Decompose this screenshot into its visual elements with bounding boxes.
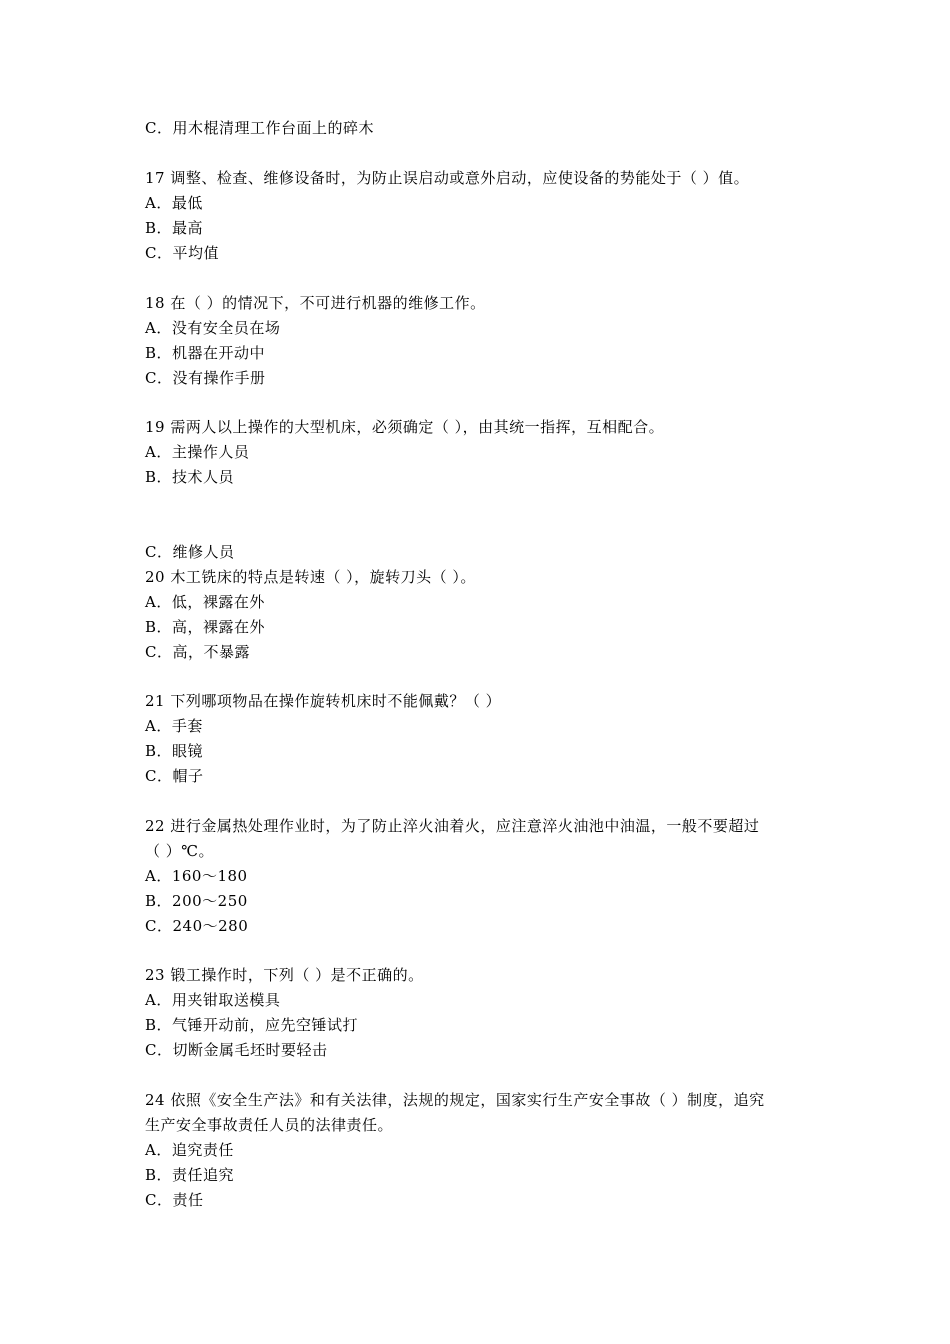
option-c-q22: C．240～280 [145,917,249,935]
option-c-q23: C．切断金属毛坯时要轻击 [145,1041,328,1059]
option-b-q23: B．气锤开动前，应先空锤试打 [145,1016,359,1034]
option-b-q17: B．最高 [145,219,204,237]
option-a-q18: A．没有安全员在场 [145,319,281,337]
option-b-q20: B．高，裸露在外 [145,618,266,636]
question-23: 23 锻工操作时，下列（ ）是不正确的。 [145,966,424,984]
question-24-continued: 生产安全事故责任人员的法律责任。 [145,1116,394,1134]
option-c-q21: C．帽子 [145,767,204,785]
option-a-q21: A．手套 [145,717,203,735]
option-c-q24: C．责任 [145,1191,204,1209]
option-b-q24: B．责任追究 [145,1166,235,1184]
option-c-q16: C．用木棍清理工作台面上的碎木 [145,119,374,137]
option-c-q20: C．高，不暴露 [145,643,250,661]
question-17: 17 调整、检查、维修设备时，为防止误启动或意外启动，应使设备的势能处于（ ）值。 [145,169,750,187]
option-a-q17: A．最低 [145,194,203,212]
option-b-q18: B．机器在开动中 [145,344,266,362]
option-c-q18: C．没有操作手册 [145,369,266,387]
option-a-q20: A．低，裸露在外 [145,593,265,611]
question-22-continued: （ ）℃。 [145,842,215,860]
question-24: 24 依照《安全生产法》和有关法律，法规的规定，国家实行生产安全事故（ ）制度，追究 [145,1091,765,1109]
option-a-q24: A．追究责任 [145,1141,234,1159]
option-a-q23: A．用夹钳取送模具 [145,991,281,1009]
option-b-q19: B．技术人员 [145,468,235,486]
option-b-q21: B．眼镜 [145,742,204,760]
question-21: 21 下列哪项物品在操作旋转机床时不能佩戴？（ ） [145,692,502,710]
option-c-q17: C．平均值 [145,244,219,262]
option-a-q22: A．160～180 [145,867,248,885]
option-c-q19: C．维修人员 [145,543,235,561]
question-22: 22 进行金属热处理作业时，为了防止淬火油着火，应注意淬火油池中油温，一般不要超过 [145,817,760,835]
question-19: 19 需两人以上操作的大型机床，必须确定（ ），由其统一指挥，互相配合。 [145,418,665,436]
question-18: 18 在（ ）的情况下，不可进行机器的维修工作。 [145,294,486,312]
option-a-q19: A．主操作人员 [145,443,250,461]
option-b-q22: B．200～250 [145,892,248,910]
question-20: 20 木工铣床的特点是转速（ ），旋转刀头（ ）。 [145,568,476,586]
